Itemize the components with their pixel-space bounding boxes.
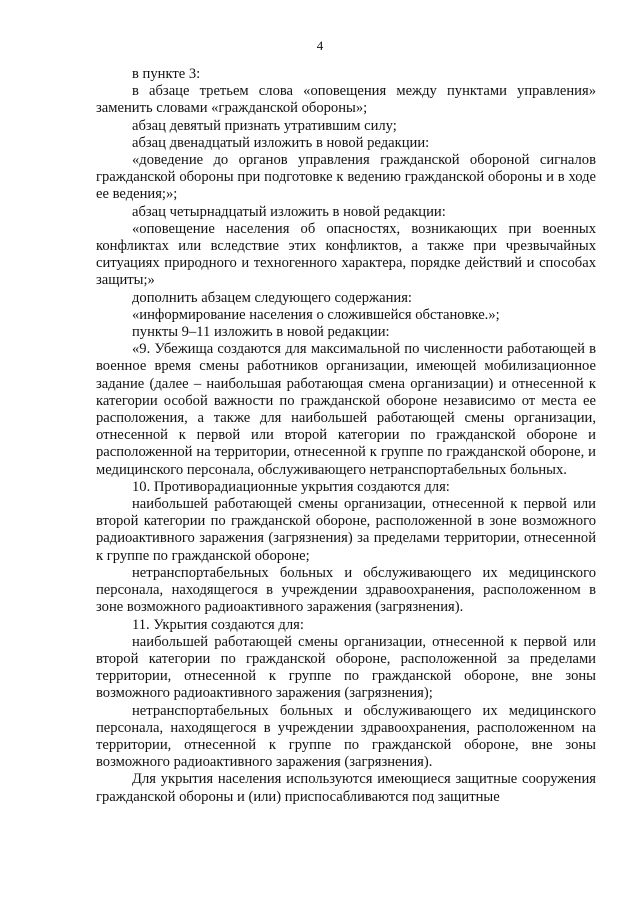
paragraph: абзац двенадцатый изложить в новой редакции: (132, 134, 430, 151)
paragraph: абзац четырнадцатый изложить в новой редакции: (132, 203, 446, 220)
page-number: 4 (316, 38, 324, 53)
paragraph: в абзаце третьем слова «оповещения между пунктами управления» заменить словами «гражданской обороны»; (96, 83, 596, 117)
paragraph: «информирование населения о сложившейся обстановке.»; (132, 306, 500, 323)
paragraph: 11. Укрытия создаются для: (132, 616, 304, 633)
paragraph: Для укрытия населения используются имеющиеся защитные сооружения гражданской обороны и (или) приспосабливаются под защитные (96, 771, 596, 805)
paragraph: наибольшей работающей смены организации, отнесенной к первой или второй категории по гражданской обороне, расположенной в зоне возможного радиоактивного заражения (загрязнения) за пределами территории, отнесенной к группе по гражданской обороне; (96, 496, 596, 564)
paragraph: дополнить абзацем следующего содержания: (132, 289, 412, 306)
paragraph: абзац девятый признать утратившим силу; (132, 117, 397, 134)
paragraph: «9. Убежища создаются для максимальной по численности работающей в военное время смены работников организации, имеющей мобилизационное задание (далее – наибольшая работающая смена организации) и отнесенной к категории особой важности по гражданской обороне независимо от места ее расположения, а также для наибольшей работающей смены организации, отнесенной к первой или второй категории по гражданской обороне и расположенной на территории, отнесенной к группе по гражданской обороне, и медицинского персонала, обслуживающего нетранспортабельных больных. (96, 341, 596, 478)
paragraph: «доведение до органов управления гражданской обороной сигналов гражданской обороны при подготовке к ведению гражданской обороны и в ходе ее ведения;»; (96, 152, 596, 203)
document-body (96, 66, 596, 806)
paragraph: нетранспортабельных больных и обслуживающего их медицинского персонала, находящегося в учреждении здравоохранения, расположенном в зоне возможного радиоактивного заражения (загрязнения). (96, 564, 596, 616)
paragraph: 10. Противорадиационные укрытия создаются для: (132, 478, 450, 495)
paragraph: нетранспортабельных больных и обслуживающего их медицинского персонала, находящегося в учреждении здравоохранения, расположенном на территории, отнесенной к группе по гражданской обороне, вне зоны возможного радиоактивного заражения (загрязнения). (96, 702, 596, 771)
paragraph: пункты 9–11 изложить в новой редакции: (132, 324, 390, 341)
paragraph: «оповещение населения об опасностях, возникающих при военных конфликтах или вследствие этих конфликтов, а также при чрезвычайных ситуациях природного и техногенного характера, порядке действий и способах защиты;» (96, 220, 596, 289)
paragraph: в пункте 3: (132, 66, 201, 82)
paragraph: наибольшей работающей смены организации, отнесенной к первой или второй категории по гражданской обороне, расположенной за пределами территории, отнесенной к группе по гражданской обороне, вне зоны возможного радиоактивного заражения (загрязнения); (96, 633, 596, 702)
